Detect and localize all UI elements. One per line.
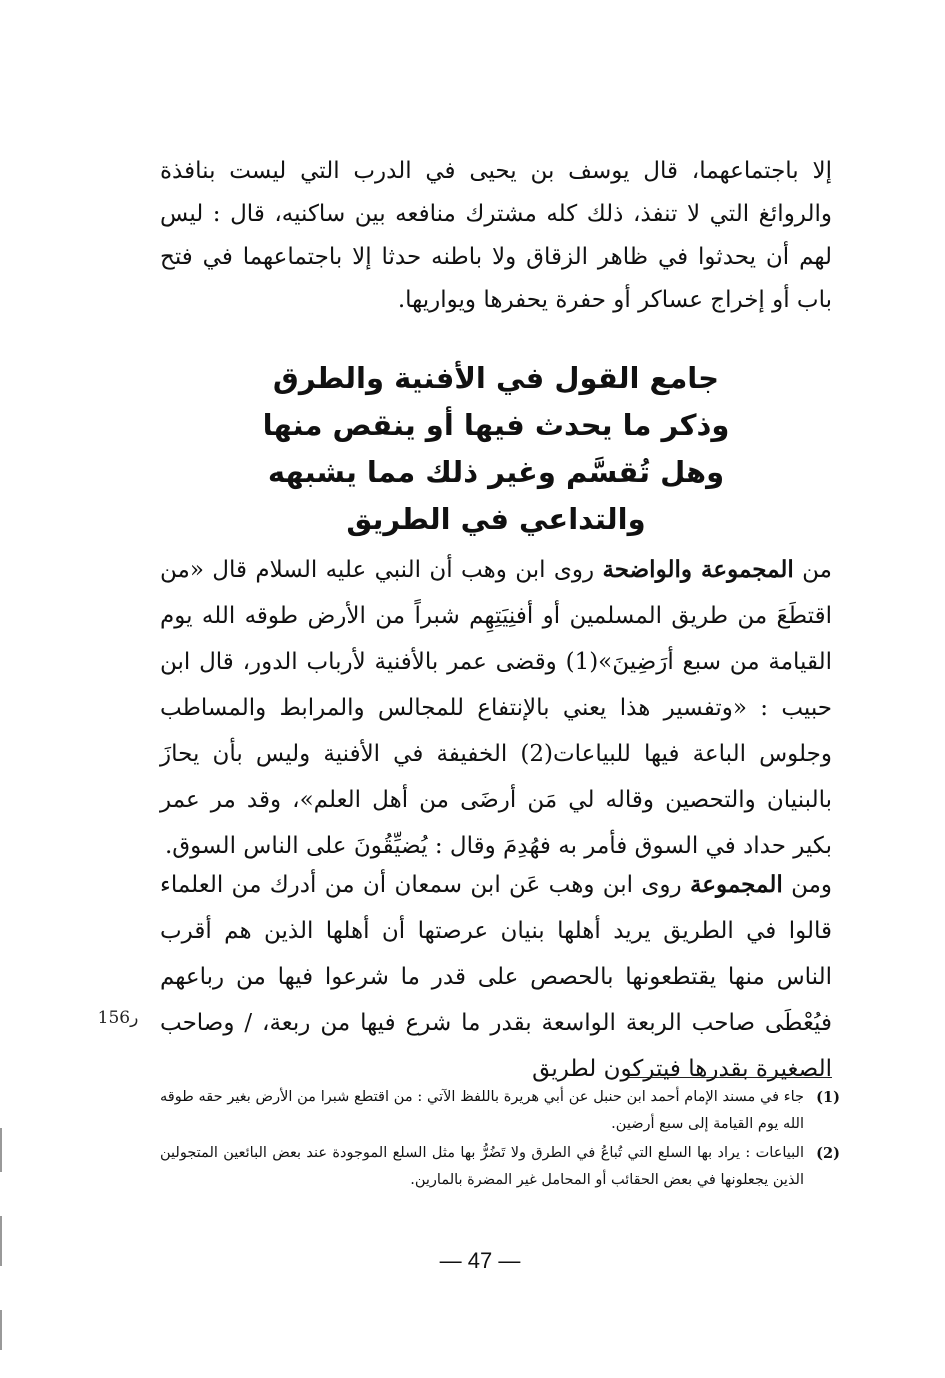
heading-line-4: والتداعي في الطريق bbox=[346, 502, 646, 536]
edge-tick bbox=[0, 1128, 2, 1172]
body-paragraph-1 bbox=[160, 547, 832, 869]
intro-paragraph: إلا باجتماعهما، قال يوسف بن يحيى في الدرب التي ليست بنافذة والروائغ التي لا تنفذ، ذلك كله مشترك منافعه بين ساكنيه، قال : ليس لهم أن يحدثوا في ظاهر الزقاق ولا باطنه حدثا إلا باجتماعهما في فتح باب أو إخراج عساكر أو حفرة يحفرها ويواريها. bbox=[160, 158, 832, 313]
body-paragraph-2 bbox=[160, 862, 832, 1092]
paragraph-body: روى ابن وهب عَن ابن سمعان أن من أدرك من العلماء قالوا في الطريق يريد أهلها بنيان عرصتها أن أهلها الذين هم أقرب الناس منها يقتطعونها بالحصص على قدر ما شرعوا فيها من رباعهم فيُعْطَى صاحب الربعة الواسعة بقدر ما شرع فيها من ربعة، / وصاحب الصغيرة بقدرها فيتركون لطريق bbox=[160, 872, 833, 1082]
footnotes bbox=[160, 1084, 840, 1196]
footnote-number: (2) bbox=[816, 1145, 840, 1162]
edge-tick bbox=[0, 1216, 2, 1266]
source-name-bold: المجموعة bbox=[689, 871, 783, 898]
heading-line-3: وهل تُقسَّم وغير ذلك مما يشبهه bbox=[267, 455, 725, 489]
paragraph-body: روى ابن وهب أن النبي عليه السلام قال «من اقتطَعَ من طريق المسلمين أو أفنِيَتِهِم شبراً من الأرض طوقه الله يوم القيامة من سبع أرَضِينَ»(1) وقضى عمر بالأفنية لأرباب الدور، قال ابن حبيب : «وتفسير هذا يعني بالإنتفاع للمجالس والمرابط والمساطب وجلوس الباعة فيها للبياعات(2) الخفيفة في الأفنية وليس بأن يحازَ بالبنيان والتحصين وقاله لي مَن أرضَى من أهل العلم»، وقد مر عمر بكير حداد في السوق فأمر به فهُدِمَ وقال : يُضيِّقُونَ على الناس السوق. bbox=[160, 557, 832, 859]
source-prefix: من bbox=[802, 557, 832, 583]
manuscript-folio-note: 156ر bbox=[97, 1008, 139, 1028]
footnote-item bbox=[160, 1084, 840, 1138]
footnote-text: البياعات : يراد بها السلع التي تُباعُ في الطرق ولا تَضُرُّ بها مثل السلع الموجودة عند بعض البائعين المتجولين الذين يجعلونها في بعض الحقائب أو المحامل غير المضرة بالمارين. bbox=[160, 1145, 804, 1188]
edge-tick bbox=[0, 1310, 2, 1350]
source-name-bold: المجموعة والواضحة bbox=[602, 556, 794, 583]
section-heading bbox=[160, 355, 832, 543]
source-prefix: ومن bbox=[791, 872, 833, 898]
scan-edge-marks bbox=[0, 1120, 3, 1378]
page-number: — 47 — bbox=[439, 1248, 521, 1273]
footnote-item bbox=[160, 1140, 840, 1194]
footnote-separator bbox=[628, 1077, 832, 1078]
footnote-number: (1) bbox=[816, 1089, 840, 1106]
heading-line-1: جامع القول في الأفنية والطرق bbox=[272, 361, 720, 395]
heading-line-2: وذكر ما يحدث فيها أو ينقص منها bbox=[262, 408, 730, 442]
footnote-text: جاء في مسند الإمام أحمد ابن حنبل عن أبي هريرة باللفظ الآتي : من اقتطع شبرا من الأرض بغير حقه طوقه الله يوم القيامة إلى سبع أرضين. bbox=[160, 1089, 804, 1132]
